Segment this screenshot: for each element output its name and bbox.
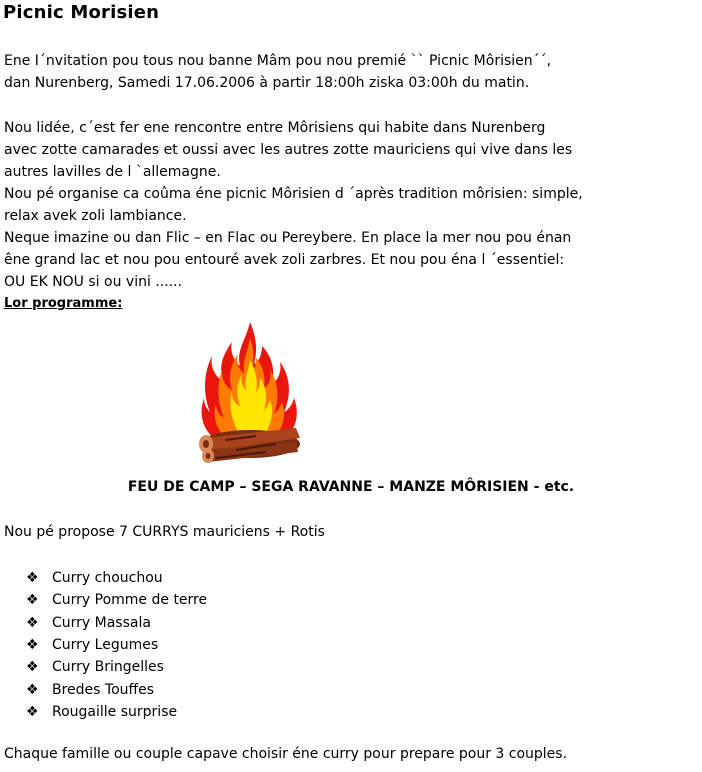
four-diamond-bullet-icon: ❖: [26, 703, 39, 720]
body-line: OU EK NOU si ou vini ......: [4, 274, 182, 290]
list-item-label: Bredes Touffes: [52, 681, 155, 698]
list-item: [26, 612, 207, 634]
list-item-label: Rougaille surprise: [52, 703, 178, 720]
list-item: [26, 589, 207, 611]
body-line: Nou lidée, c´est fer ene rencontre entre Môrisiens qui habite dans Nurenberg: [4, 120, 546, 136]
activities-caption: FEU DE CAMP – SEGA RAVANNE – MANZE MÔRISIEN - etc.: [127, 479, 575, 495]
body-line: Neque imazine ou dan Flic – en Flac ou Pereybere. En place la mer nou pou énan: [4, 230, 572, 246]
four-diamond-bullet-icon: ❖: [26, 659, 39, 676]
invitation-line: dan Nurenberg, Samedi 17.06.2006 à partir 18:00h ziska 03:00h du matin.: [4, 75, 530, 91]
list-item: [26, 656, 207, 678]
description-paragraph: [4, 117, 583, 293]
list-item: [26, 701, 207, 723]
list-item: [26, 567, 207, 589]
body-line: relax avek zoli lambiance.: [4, 208, 187, 224]
body-line: Nou pé organise ca coûma éne picnic Môrisien d ´après tradition môrisien: simple,: [4, 186, 583, 202]
list-item-label: Curry Bringelles: [52, 659, 164, 676]
curry-proposal: Nou pé propose 7 CURRYS mauriciens + Rotis: [4, 524, 325, 540]
programme-heading: Lor programme:: [4, 296, 123, 311]
page-title: Picnic Morisien: [3, 2, 160, 23]
list-item: [26, 678, 207, 700]
list-item-label: Curry chouchou: [52, 570, 163, 587]
body-line: avec zotte camarades et oussi avec les autres zotte mauriciens qui vive dans les: [4, 142, 573, 158]
four-diamond-bullet-icon: ❖: [26, 614, 39, 631]
invitation-paragraph: [4, 50, 551, 94]
four-diamond-bullet-icon: ❖: [26, 681, 39, 698]
body-line: êne grand lac et nou pou entouré avek zoli zarbres. Et nou pou éna l ´essentiel:: [4, 252, 565, 268]
four-diamond-bullet-icon: ❖: [26, 570, 39, 587]
invitation-line: Ene I´nvitation pou tous nou banne Mâm pou nou premié `` Picnic Môrisien´´,: [4, 53, 552, 69]
four-diamond-bullet-icon: ❖: [26, 637, 39, 654]
four-diamond-bullet-icon: ❖: [26, 592, 39, 609]
list-item: [26, 634, 207, 656]
list-item-label: Curry Pomme de terre: [52, 592, 208, 609]
body-line: autres lavilles de l `allemagne.: [4, 164, 221, 180]
list-item-label: Curry Massala: [52, 614, 151, 631]
list-item-label: Curry Legumes: [52, 637, 159, 654]
campfire-icon: [196, 320, 304, 466]
closing-note: Chaque famille ou couple capave choisir éne curry pour prepare pour 3 couples.: [4, 746, 568, 762]
curry-list: [26, 567, 207, 723]
